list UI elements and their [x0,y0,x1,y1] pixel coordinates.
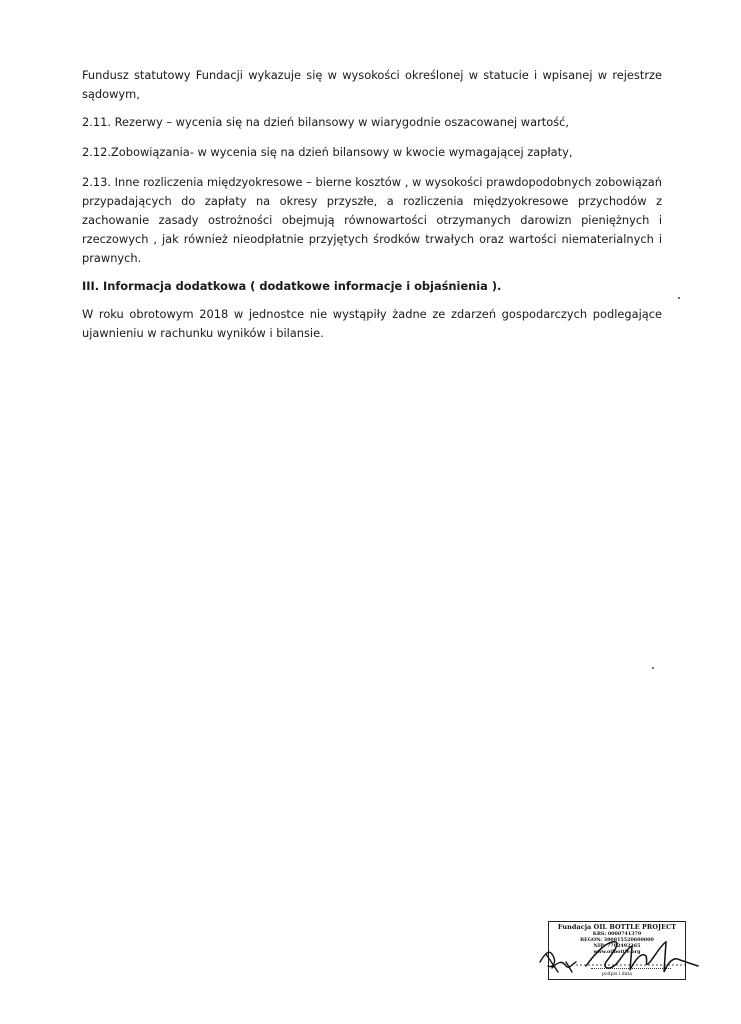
stamp-www: www.oilbottle.org [593,949,641,955]
scan-speck [678,297,680,299]
section-heading-additional-info: III. Informacja dodatkowa ( dodatkowe informacje i objaśnienia ). [82,279,502,293]
paragraph-fiscal-year-2018: W roku obrotowym 2018 w jednostce nie wystąpiły żadne ze zdarzeń gospodarczych podlegające ujawnieniu w rachunku wyników i bilansie. [82,307,662,340]
stamp-nip: NIP: 7792492265 [593,943,641,949]
paragraph-2-12-liabilities: 2.12.Zobowiązania- w wycenia się na dzień bilansowy w kwocie wymagającej zapłaty, [82,145,573,159]
paragraph-statutory-fund: Fundusz statutowy Fundacji wykazuje się w wysokości określonej w statucie i wpisanej w rejestrze sądowym, [82,68,662,101]
stamp-sign-label: podpis i data [601,972,633,977]
paragraph-2-13-accruals: 2.13. Inne rozliczenia międzyokresowe – bierne kosztów , w wysokości prawdopodobnych zobowiązań przypadających do zapłaty na okresy przyszłe, a rozliczenia międzyokresowe przychodów z zachowanie zasady ostrożności obejmują równowartości otrzymanych darowizn pieniężnych i rzeczowych , jak również nieodpłatnie przyjętych środków trwałych oraz wartości niematerialnych i prawnych. [82,175,662,265]
paragraph-2-11-reserves: 2.11. Rezerwy – wycenia się na dzień bilansowy w wiarygodnie oszacowanej wartość, [82,115,569,129]
handwritten-signature [536,932,706,980]
stamp-krs: KRS: 0000741379 [592,931,642,937]
scan-speck [652,667,654,669]
document-body [82,66,662,352]
stamp-regon: REGON: 380815520600000 [580,937,654,943]
stamp-title: Fundacja OIL BOTTLE PROJECT [557,923,677,931]
